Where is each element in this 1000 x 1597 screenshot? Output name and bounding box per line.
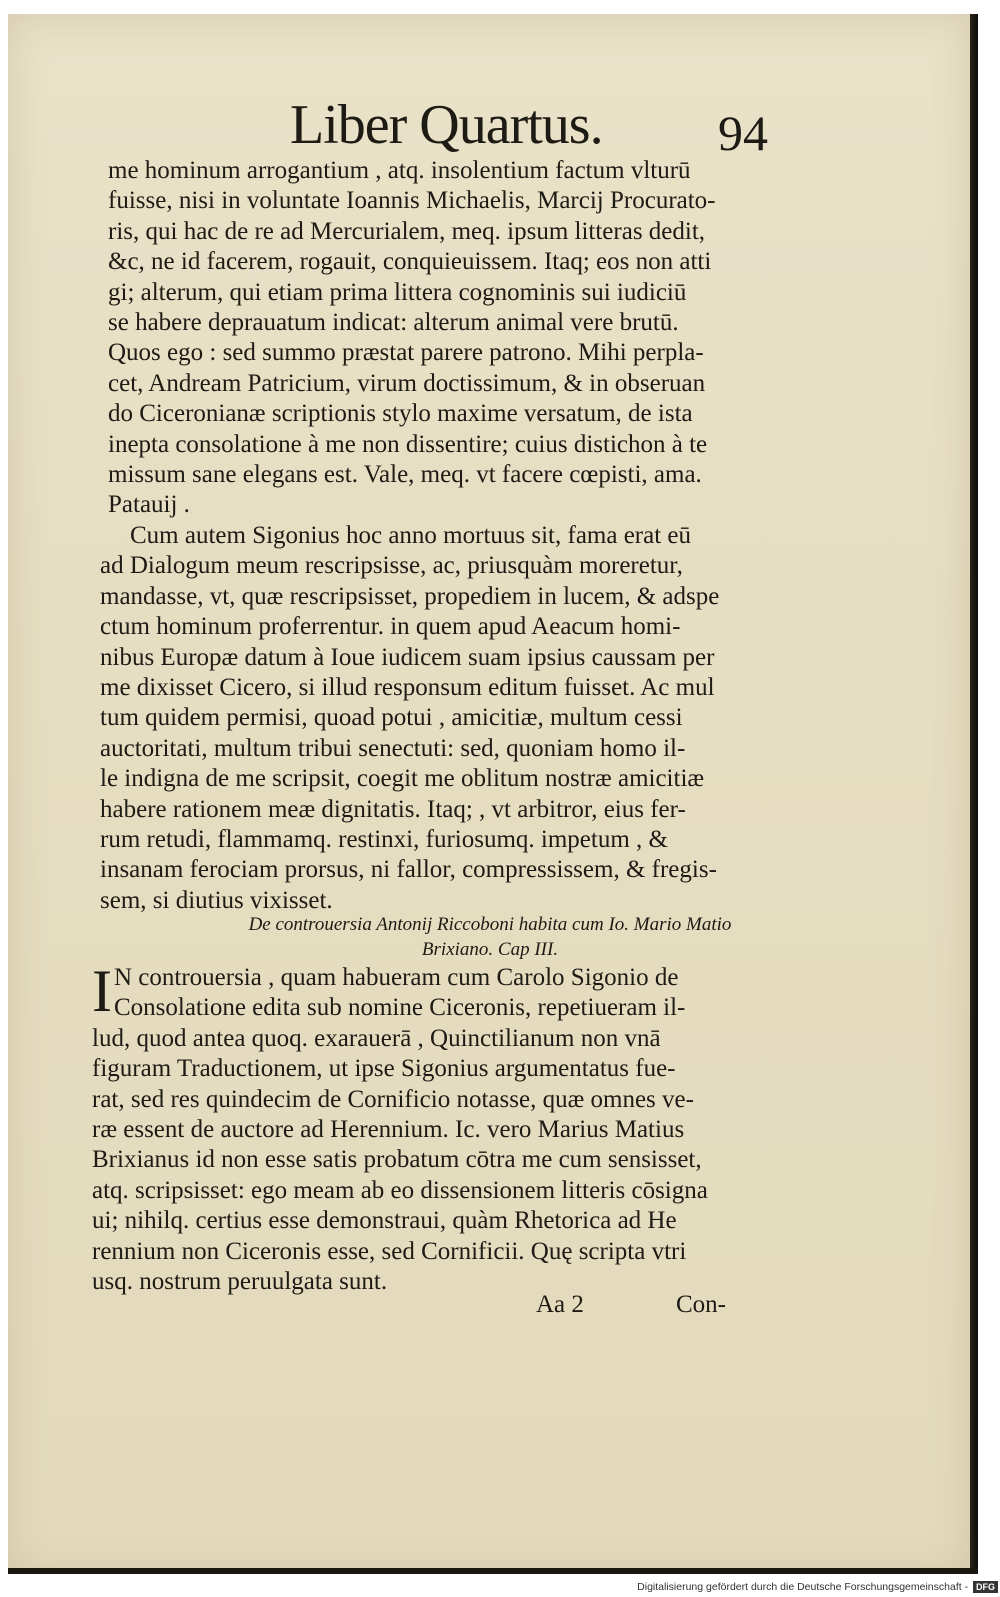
text-line: atq. scripsisset: ego meam ab eo dissensionem litteris cōsigna [92,1176,708,1204]
text-line: N controuersia , quam habueram cum Carolo Sigonio de [113,964,679,991]
paragraph-3 [92,958,822,1297]
text-line: gi; alterum, qui etiam prima littera cognominis sui iudiciū [108,278,687,306]
text-line: le indigna de me scripsit, coegit me oblitum nostræ amicitiæ [100,765,705,793]
text-line: do Ciceronianæ scriptionis stylo maxime versatum, de ista [108,400,693,428]
text-line: rat, sed res quindecim de Cornificio notasse, quæ omnes ve- [92,1085,694,1113]
digitization-credit [560,1578,998,1596]
running-title: Liber Quartus. [290,94,603,156]
text-line: Consolatione edita sub nomine Ciceronis, repetiueram il- [113,994,686,1022]
text-line: cet, Andream Patricium, virum doctissimum, & in obseruan [108,369,706,397]
text-line: me hominum arrogantium , atq. insolentium factum vlturū [108,157,691,184]
text-line: ui; nihilq. certius esse demonstraui, quàm Rhetorica ad He [92,1207,677,1235]
text-line: figuram Traductionem, ut ipse Sigonius argumentatus fue- [92,1055,676,1083]
text-line: missum sane elegans est. Vale, meq. vt facere cœpisti, ama. [108,460,702,488]
folio-number: 94 [718,105,768,161]
drop-cap: I [92,958,112,1024]
text-line: lud, quod antea quoq. exarauerā , Quinctilianum non vnā [92,1024,661,1052]
text-line: auctoritati, multum tribui senectuti: sed, quoniam homo il- [100,734,686,762]
text-line: se habere deprauatum indicat: alterum animal vere brutū. [108,308,679,336]
text-line: ris, qui hac de re ad Mercurialem, meq. ipsum litteras dedit, [108,217,706,245]
text-line: rennium non Ciceronis esse, sed Cornificii. Quę scripta vtri [92,1237,687,1265]
dfg-logo: DFG [973,1581,998,1593]
text-line: rum retudi, flammamq. restinxi, furiosumq. impetum , & [100,825,668,853]
text-line: nibus Europæ datum à Ioue iudicem suam ipsius caussam per [100,643,715,671]
text-line: ræ essent de auctore ad Herennium. Ic. vero Marius Matius [92,1115,685,1143]
text-line: me dixisset Cicero, si illud responsum editum fuisset. Ac mul [100,673,715,701]
text-line: ad Dialogum meum rescripsisse, ac, priusquàm moreretur, [100,552,683,580]
paragraph-2 [100,521,830,916]
text-line: &c, ne id facerem, rogauit, conquieuissem. Itaq; eos non atti [108,248,712,276]
text-line: fuisse, nisi in voluntate Ioannis Michaelis, Marcij Procurato- [108,187,716,215]
page-edge-bottom [8,1568,978,1574]
credit-text: Digitalisierung gefördert durch die Deutsche Forschungsgemeinschaft - [637,1581,969,1593]
paragraph-1 [108,156,828,521]
chapter-heading [120,912,860,962]
text-line: Cum autem Sigonius hoc anno mortuus sit, fama erat eū [130,522,692,549]
text-line: inepta consolatione à me non dissentire; cuius distichon à te [108,430,708,458]
text-line: usq. nostrum peruulgata sunt. [92,1267,388,1295]
text-line: mandasse, vt, quæ rescripsisset, propediem in lucem, & adspe [100,582,720,610]
heading-line: De controuersia Antonij Riccoboni habita cum Io. Mario Matio [248,914,732,935]
text-line: Patauij . [108,491,190,519]
text-line: ctum hominum proferrentur. in quem apud Aeacum homi- [100,613,681,641]
signature-mark: Aa 2 [536,1291,584,1318]
heading-line: Brixiano. Cap III. [421,939,559,960]
catchword: Con- [676,1291,726,1318]
text-line: tum quidem permisi, quoad potui , amicitiæ, multum cessi [100,704,683,732]
text-line: sem, si diutius vixisset. [100,886,333,914]
text-line: insanam ferociam prorsus, ni fallor, compressissem, & fregis- [100,856,717,884]
text-line: Brixianus id non esse satis probatum cōtra me cum sensisset, [92,1146,702,1174]
text-line: Quos ego : sed summo præstat parere patrono. Mihi perpla- [108,339,704,367]
text-line: habere rationem meæ dignitatis. Itaq; , vt arbitror, eius fer- [100,795,686,823]
page-edge-right [970,14,978,1574]
